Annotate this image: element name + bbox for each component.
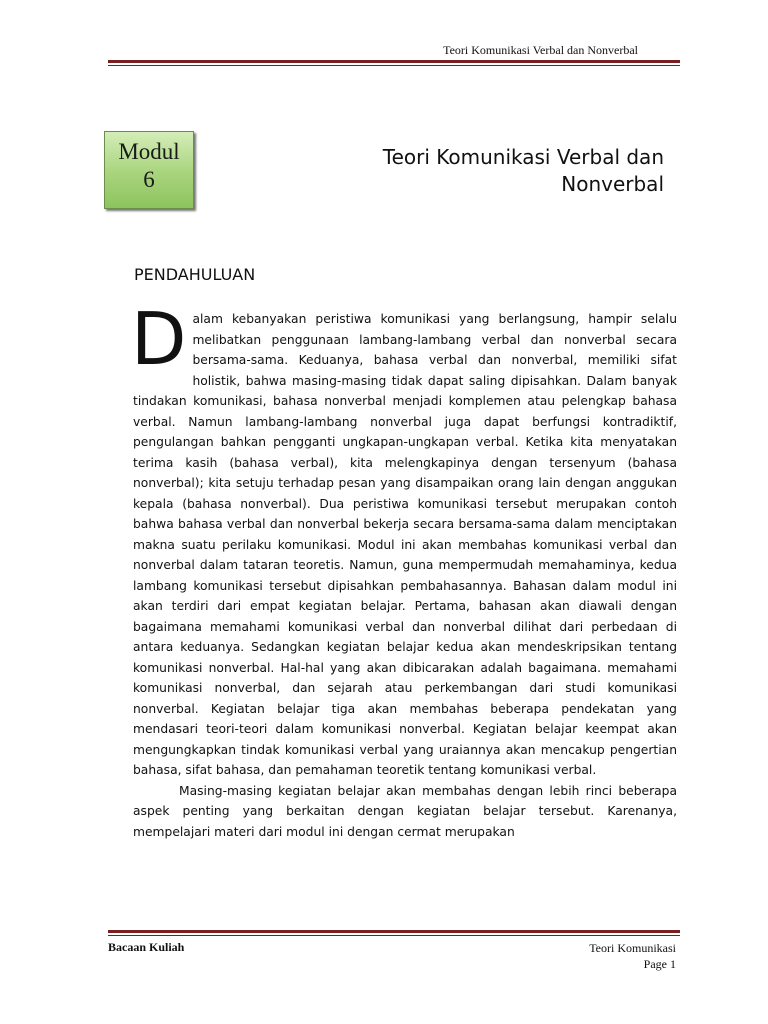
- modul-label: Modul: [118, 139, 180, 164]
- drop-cap: D: [131, 297, 187, 381]
- footer-left-text: Bacaan Kuliah: [108, 940, 185, 954]
- body-text: [131, 297, 677, 842]
- footer-right: [589, 940, 676, 972]
- page-title-line2: Nonverbal: [561, 172, 664, 196]
- paragraph-1: alam kebanyakan peristiwa komunikasi yang berlangsung, hampir selalu melibatkan penggunaan lambang-lambang verbal dan nonverbal secara bersama-sama. Keduanya, bahasa verbal dan nonverbal, memiliki sifat holistik, bahwa masing-masing tidak dapat saling dipisahkan. Dalam banyak tindakan komunikasi, bahasa nonverbal menjadi komplemen atau pelengkap bahasa verbal. Namun lambang-lambang nonverbal juga dapat berfungsi kontradiktif, pengulangan bahkan pengganti ungkapan-ungkapan verbal. Ketika kita menyatakan terima kasih (bahasa verbal), kita melengkapinya dengan tersenyum (bahasa nonverbal); kita setuju terhadap pesan yang disampaikan orang lain dengan anggukan kepala (bahasa nonverbal). Dua peristiwa komunikasi tersebut merupakan contoh bahwa bahasa verbal dan nonverbal bekerja secara bersama-sama dalam menciptakan makna suatu perilaku komunikasi. Modul ini akan membahas komunikasi verbal dan nonverbal dalam tataran teoretis. Namun, guna mempermudah memahaminya, kedua lambang komunikasi tersebut dipisahkan pembahasannya. Bahasan dalam modul ini akan terdiri dari empat kegiatan belajar. Pertama, bahasan akan diawali dengan bagaimana memahami komunikasi verbal dan nonverbal dilihat dari perbedaan di antara keduanya. Sedangkan kegiatan belajar kedua akan mendeskripsikan tentang komunikasi nonverbal. Hal-hal yang akan dibicarakan adalah bagaimana. memahami komunikasi nonverbal, dan sejarah atau perkembangan dari studi komunikasi nonverbal. Kegiatan belajar tiga akan membahas beberapa pendekatan yang mendasari teori-teori dalam komunikasi nonverbal. Kegiatan belajar keempat akan mengungkapkan tindak komunikasi verbal yang uraiannya akan mencakup pengertian bahasa, sifat bahasa, dan pemahaman teoretik tentang komunikasi verbal.: [133, 312, 677, 777]
- modul-number-box: [104, 131, 194, 209]
- page-number: Page 1: [643, 957, 676, 971]
- footer-right-text: Teori Komunikasi: [589, 941, 676, 955]
- page-title-line1: Teori Komunikasi Verbal dan: [382, 145, 664, 169]
- running-header-title: Teori Komunikasi Verbal dan Nonverbal: [443, 43, 638, 57]
- footer-rule: [108, 930, 680, 936]
- header-rule: [108, 60, 680, 66]
- paragraph-2: Masing-masing kegiatan belajar akan membahas dengan lebih rinci beberapa aspek penting yang berkaitan dengan kegiatan belajar tersebut. Karenanya, mempelajari materi dari modul ini dengan cermat merupakan: [133, 783, 677, 839]
- modul-number: 6: [143, 167, 155, 192]
- section-heading: PENDAHULUAN: [134, 265, 256, 284]
- page-title: [304, 144, 664, 198]
